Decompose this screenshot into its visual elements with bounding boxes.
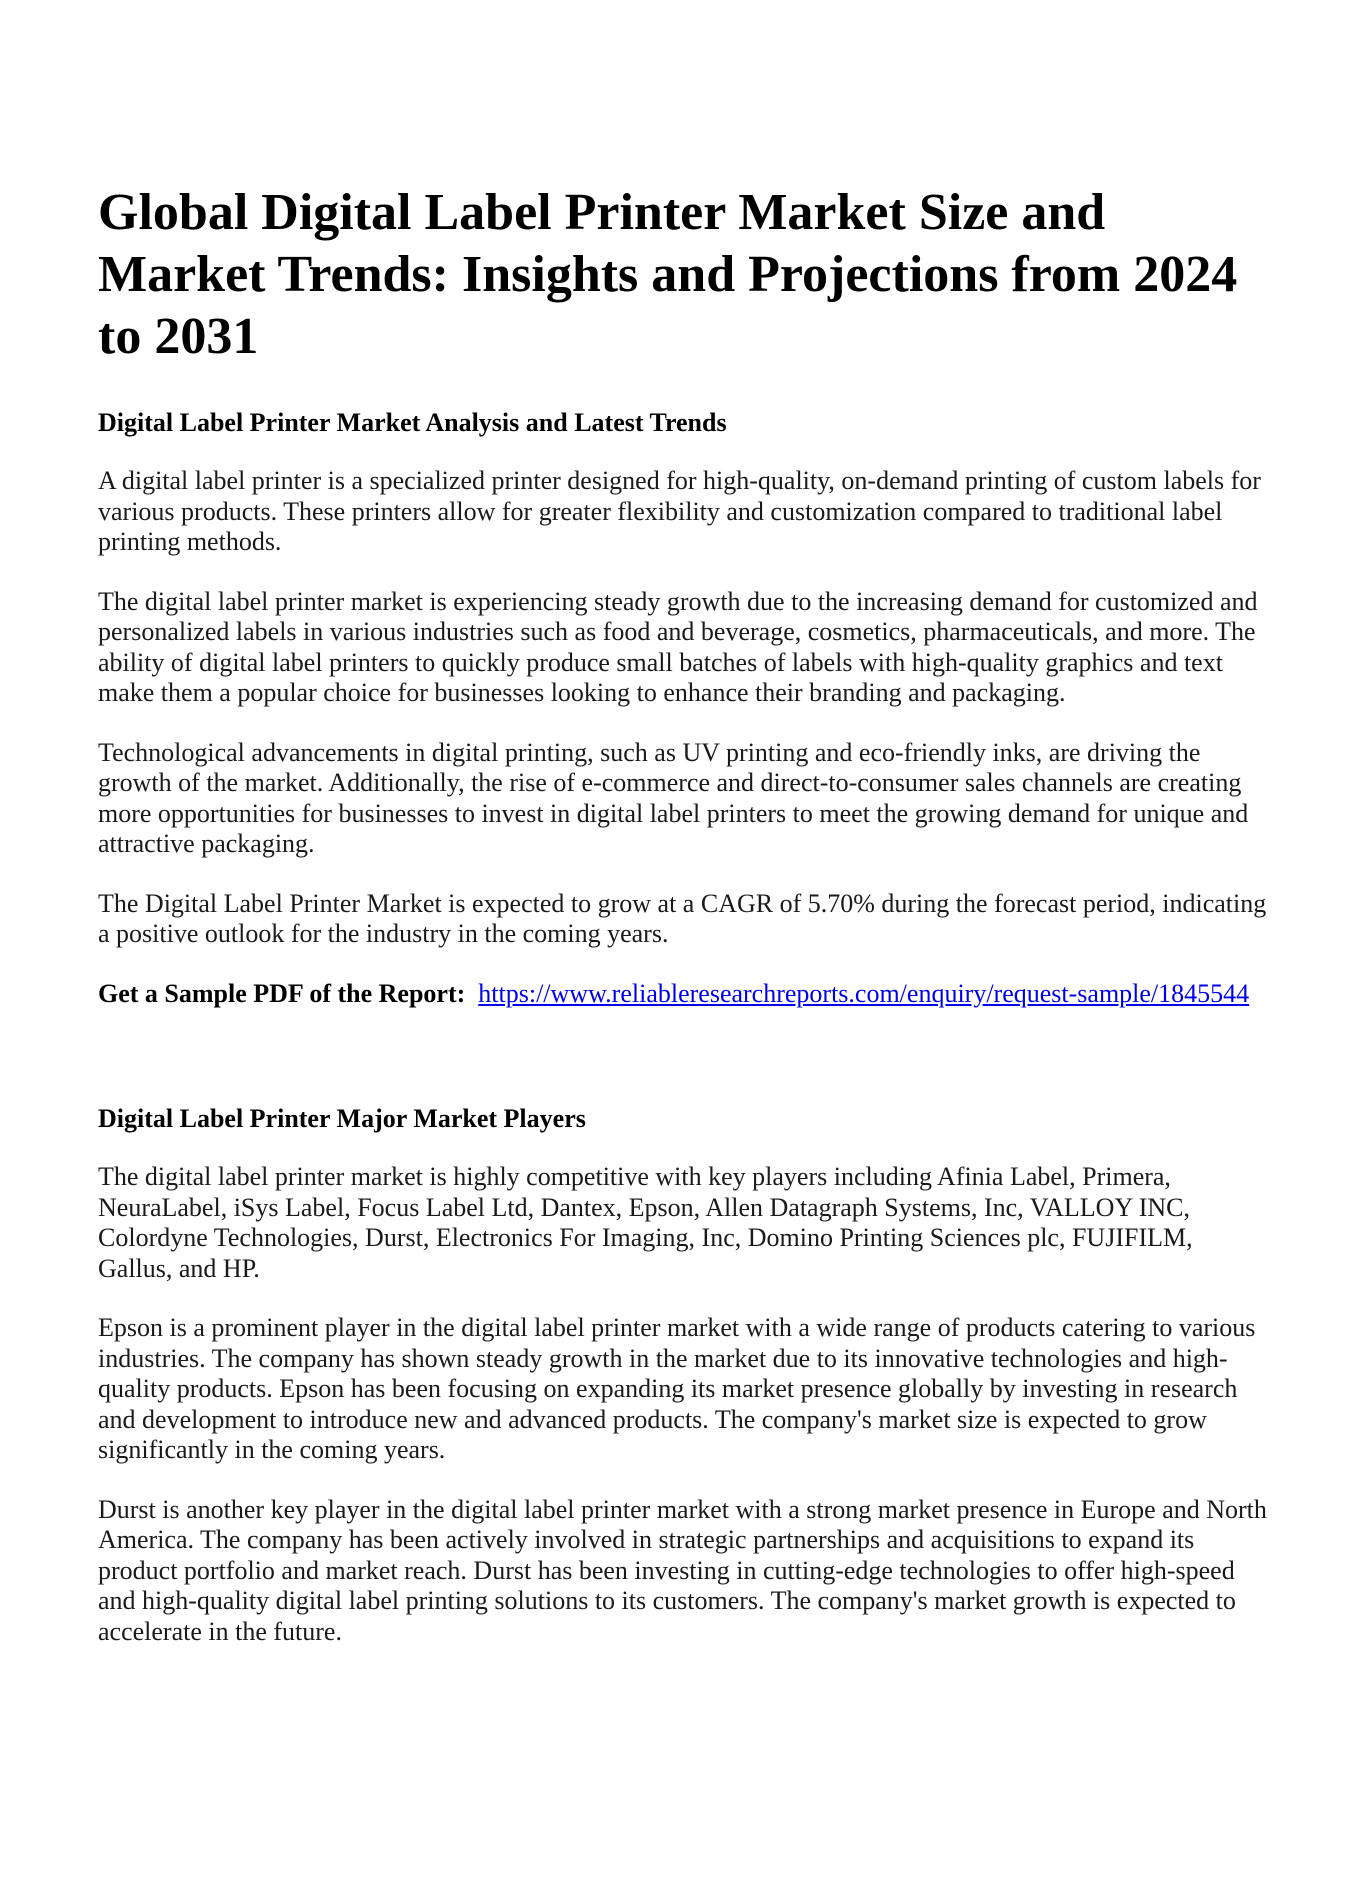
sample-pdf-line: [98, 979, 1270, 1010]
article: [98, 182, 1270, 1647]
page-title: Global Digital Label Printer Market Size and Market Trends: Insights and Projections from 2024 to 2031: [98, 184, 1238, 365]
paragraph-epson: Epson is a prominent player in the digital label printer market with a wide range of products catering to various industries. The company has shown steady growth in the market due to its innovative technologies and high-quality products. Epson has been focusing on expanding its market presence globally by investing in research and development to introduce new and advanced products. The company's market size is expected to grow significantly in the coming years.: [98, 1313, 1256, 1464]
sample-pdf-link[interactable]: https://www.reliableresearchreports.com/enquiry/request-sample/1845544: [478, 978, 1250, 1008]
section-heading-players: Digital Label Printer Major Market Players: [98, 1104, 586, 1133]
sample-pdf-label: Get a Sample PDF of the Report:: [98, 978, 466, 1008]
paragraph-cagr: The Digital Label Printer Market is expected to grow at a CAGR of 5.70% during the forecast period, indicating a positive outlook for the industry in the coming years.: [98, 888, 1267, 948]
paragraph-durst: Durst is another key player in the digital label printer market with a strong market presence in Europe and North America. The company has been actively involved in strategic partnerships and acquisitions to expand its product portfolio and market reach. Durst has been investing in cutting-edge technologies to offer high-speed and high-quality digital label printing solutions to its customers. The company's market growth is expected to accelerate in the future.: [98, 1494, 1267, 1646]
paragraph-growth: The digital label printer market is experiencing steady growth due to the increasing demand for customized and personalized labels in various industries such as food and beverage, cosmetics, pharmaceuticals, and more. The ability of digital label printers to quickly produce small batches of labels with high-quality graphics and text make them a popular choice for businesses looking to enhance their branding and packaging.: [98, 586, 1258, 707]
paragraph-key-players: The digital label printer market is highly competitive with key players including Afinia Label, Primera, NeuraLabel, iSys Label, Focus Label Ltd, Dantex, Epson, Allen Datagraph Systems, Inc, VALLOY INC, Colordyne Technologies, Durst, Electronics For Imaging, Inc, Domino Printing Sciences plc, FUJIFILM, Gallus, and HP.: [98, 1162, 1193, 1283]
paragraph-definition: A digital label printer is a specialized printer designed for high-quality, on-demand printing of custom labels for various products. These printers allow for greater flexibility and customization compared to traditional label printing methods.: [98, 466, 1261, 556]
paragraph-technology: Technological advancements in digital printing, such as UV printing and eco-friendly inks, are driving the growth of the market. Additionally, the rise of e-commerce and direct-to-consumer sales channels are creating more opportunities for businesses to invest in digital label printers to meet the growing demand for unique and attractive packaging.: [98, 737, 1249, 858]
section-heading-analysis: Digital Label Printer Market Analysis and Latest Trends: [98, 408, 727, 437]
